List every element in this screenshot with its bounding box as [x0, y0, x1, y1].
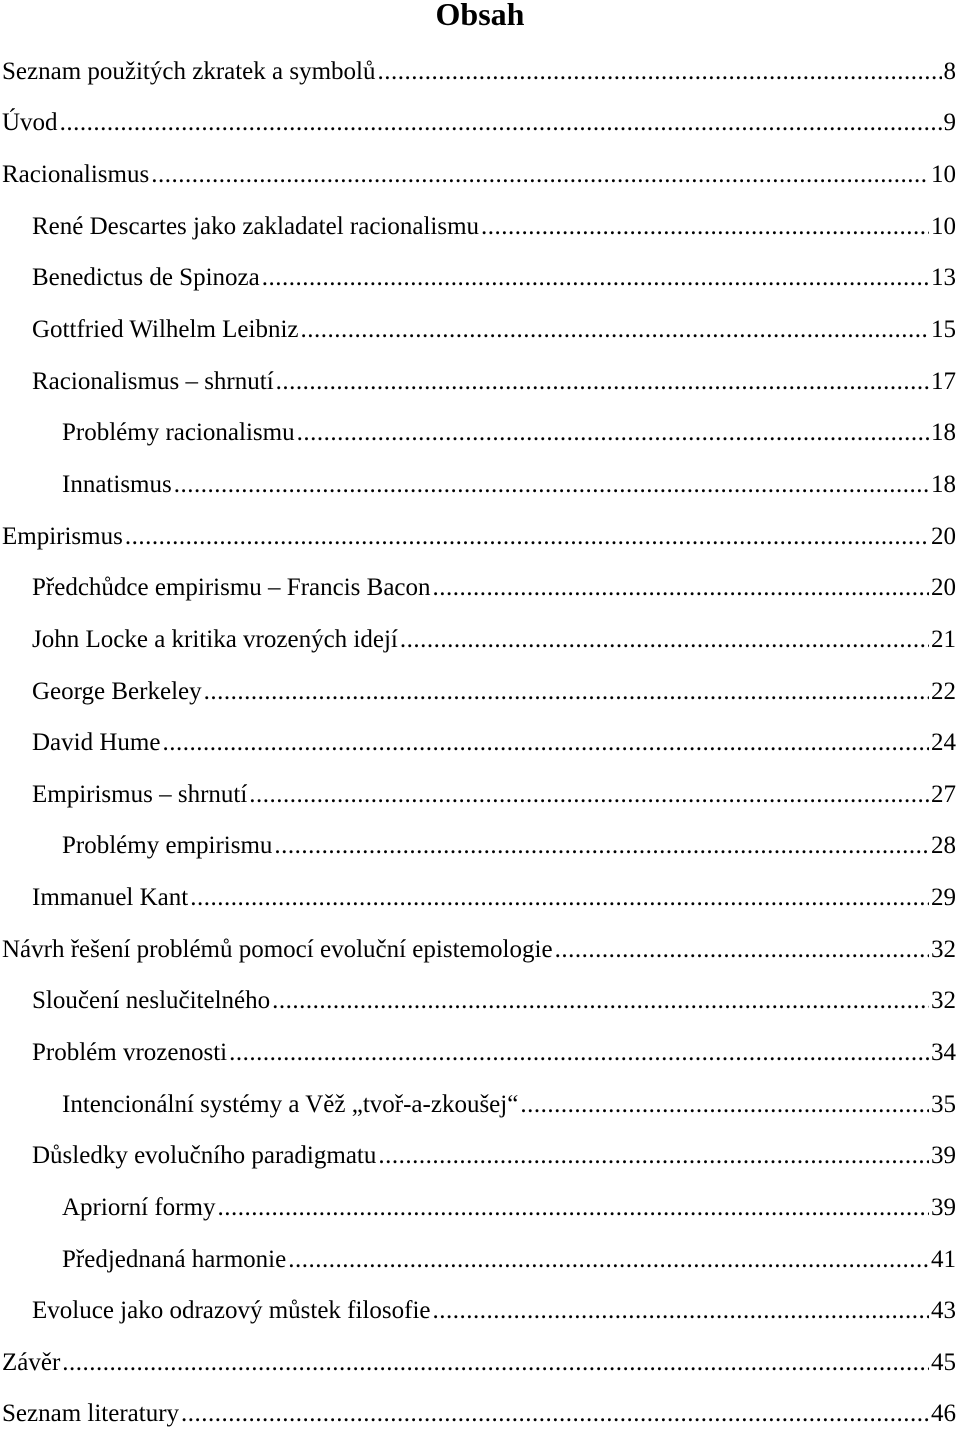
- toc-entry[interactable]: [0, 1079, 960, 1131]
- toc-dot-leader: [229, 1039, 929, 1067]
- toc-entry[interactable]: [0, 46, 960, 98]
- toc-entry-label: Důsledky evolučního paradigmatu: [32, 1142, 377, 1170]
- toc-entry[interactable]: [0, 356, 960, 408]
- toc-dot-leader: [301, 316, 929, 344]
- toc-dot-leader: [481, 213, 929, 241]
- toc-entry[interactable]: [0, 666, 960, 718]
- toc-entry[interactable]: [0, 717, 960, 769]
- toc-entry[interactable]: [0, 821, 960, 873]
- toc-entry-label: Gottfried Wilhelm Leibniz: [32, 316, 299, 344]
- toc-entry-label: Návrh řešení problémů pomocí evoluční epistemologie: [2, 935, 553, 963]
- toc-entry-label: George Berkeley: [32, 677, 202, 705]
- toc-page-number: 41: [931, 1245, 956, 1273]
- toc-entry[interactable]: [0, 149, 960, 201]
- toc-entry-label: Evoluce jako odrazový můstek filosofie: [32, 1297, 431, 1325]
- toc-entry[interactable]: [0, 459, 960, 511]
- toc-dot-leader: [181, 1400, 929, 1428]
- toc-entry[interactable]: [0, 562, 960, 614]
- toc-entry[interactable]: [0, 201, 960, 253]
- toc-dot-leader: [378, 58, 942, 86]
- toc-page-number: 34: [931, 1038, 956, 1066]
- toc-page-number: 46: [931, 1400, 956, 1428]
- toc-entry-label: Problémy empirismu: [62, 832, 273, 860]
- toc-title: Obsah: [435, 0, 525, 32]
- toc-entry[interactable]: [0, 1027, 960, 1079]
- toc-page-number: 45: [931, 1348, 956, 1376]
- toc-page-number: 32: [931, 935, 956, 963]
- toc-page-number: 18: [931, 470, 956, 498]
- toc-entry-label: Racionalismus: [2, 161, 150, 189]
- toc-entry[interactable]: [0, 304, 960, 356]
- toc-entry[interactable]: [0, 1337, 960, 1389]
- toc-entry-label: Předchůdce empirismu – Francis Bacon: [32, 574, 431, 602]
- toc-entry-label: Předjednaná harmonie: [62, 1245, 287, 1273]
- toc-entry-label: Problém vrozenosti: [32, 1038, 228, 1066]
- toc-entry-label: Immanuel Kant: [32, 884, 189, 912]
- toc-entry[interactable]: [0, 407, 960, 459]
- toc-entry[interactable]: [0, 98, 960, 150]
- toc-page-number: 29: [931, 884, 956, 912]
- toc-entry-label: Závěr: [2, 1348, 61, 1376]
- toc-page-number: 28: [931, 832, 956, 860]
- toc-entry-label: David Hume: [32, 729, 161, 757]
- toc-entry-label: René Descartes jako zakladatel racionalismu: [32, 212, 480, 240]
- toc-entry-label: Apriorní formy: [62, 1193, 216, 1221]
- toc-entry[interactable]: [0, 1234, 960, 1286]
- toc-dot-leader: [378, 1142, 929, 1170]
- toc-dot-leader: [433, 1297, 930, 1325]
- toc-entry-label: Intencionální systémy a Věž „tvoř-a-zkoušej“: [62, 1090, 519, 1118]
- toc-entry[interactable]: [0, 924, 960, 976]
- toc-page-number: 39: [931, 1142, 956, 1170]
- toc-dot-leader: [204, 678, 929, 706]
- toc-page-number: 24: [931, 729, 956, 757]
- toc-entry[interactable]: [0, 1130, 960, 1182]
- toc-page-number: 39: [931, 1193, 956, 1221]
- toc-page-number: 9: [943, 109, 956, 137]
- toc-list: [0, 46, 960, 1440]
- toc-entry[interactable]: [0, 872, 960, 924]
- toc-entry[interactable]: [0, 769, 960, 821]
- toc-dot-leader: [288, 1246, 929, 1274]
- toc-entry-label: Empirismus: [2, 522, 123, 550]
- toc-dot-leader: [62, 1349, 929, 1377]
- toc-entry-label: John Locke a kritika vrozených idejí: [32, 625, 398, 653]
- toc-entry-label: Innatismus: [62, 470, 172, 498]
- toc-entry-label: Seznam použitých zkratek a symbolů: [2, 57, 376, 85]
- toc-dot-leader: [162, 729, 929, 757]
- toc-page-number: 20: [931, 522, 956, 550]
- toc-page-number: 35: [931, 1090, 956, 1118]
- toc-entry[interactable]: [0, 976, 960, 1028]
- toc-entry-label: Sloučení neslučitelného: [32, 987, 271, 1015]
- toc-entry-label: Úvod: [2, 109, 58, 137]
- toc-entry[interactable]: [0, 511, 960, 563]
- toc-page-number: 22: [931, 677, 956, 705]
- toc-entry[interactable]: [0, 253, 960, 305]
- toc-entry[interactable]: [0, 1182, 960, 1234]
- toc-page-number: 10: [931, 212, 956, 240]
- toc-dot-leader: [276, 368, 929, 396]
- toc-page-number: 18: [931, 419, 956, 447]
- toc-page-number: 10: [931, 161, 956, 189]
- toc-dot-leader: [190, 884, 929, 912]
- toc-entry[interactable]: [0, 1285, 960, 1337]
- toc-dot-leader: [297, 419, 929, 447]
- toc-entry-label: Seznam literatury: [2, 1400, 180, 1428]
- toc-entry-label: Empirismus – shrnutí: [32, 780, 248, 808]
- toc-dot-leader: [174, 471, 929, 499]
- toc-entry-label: Racionalismus – shrnutí: [32, 367, 274, 395]
- toc-page-number: 43: [931, 1297, 956, 1325]
- toc-dot-leader: [262, 264, 929, 292]
- toc-page-number: 13: [931, 264, 956, 292]
- toc-dot-leader: [125, 523, 929, 551]
- toc-dot-leader: [400, 626, 929, 654]
- toc-page-number: 17: [931, 367, 956, 395]
- toc-entry[interactable]: [0, 614, 960, 666]
- toc-page-number: 8: [943, 57, 956, 85]
- toc-dot-leader: [249, 781, 929, 809]
- toc-dot-leader: [60, 109, 942, 137]
- toc-page-number: 15: [931, 316, 956, 344]
- toc-page-number: 21: [931, 625, 956, 653]
- toc-dot-leader: [433, 574, 929, 602]
- toc-dot-leader: [151, 161, 929, 189]
- toc-dot-leader: [520, 1091, 929, 1119]
- toc-entry[interactable]: [0, 1389, 960, 1440]
- toc-entry-label: Benedictus de Spinoza: [32, 264, 260, 292]
- toc-page-number: 27: [931, 780, 956, 808]
- toc-dot-leader: [274, 832, 929, 860]
- toc-dot-leader: [272, 987, 929, 1015]
- toc-entry-label: Problémy racionalismu: [62, 419, 295, 447]
- toc-page-number: 32: [931, 987, 956, 1015]
- toc-dot-leader: [555, 936, 929, 964]
- toc-dot-leader: [217, 1194, 929, 1222]
- toc-page-number: 20: [931, 574, 956, 602]
